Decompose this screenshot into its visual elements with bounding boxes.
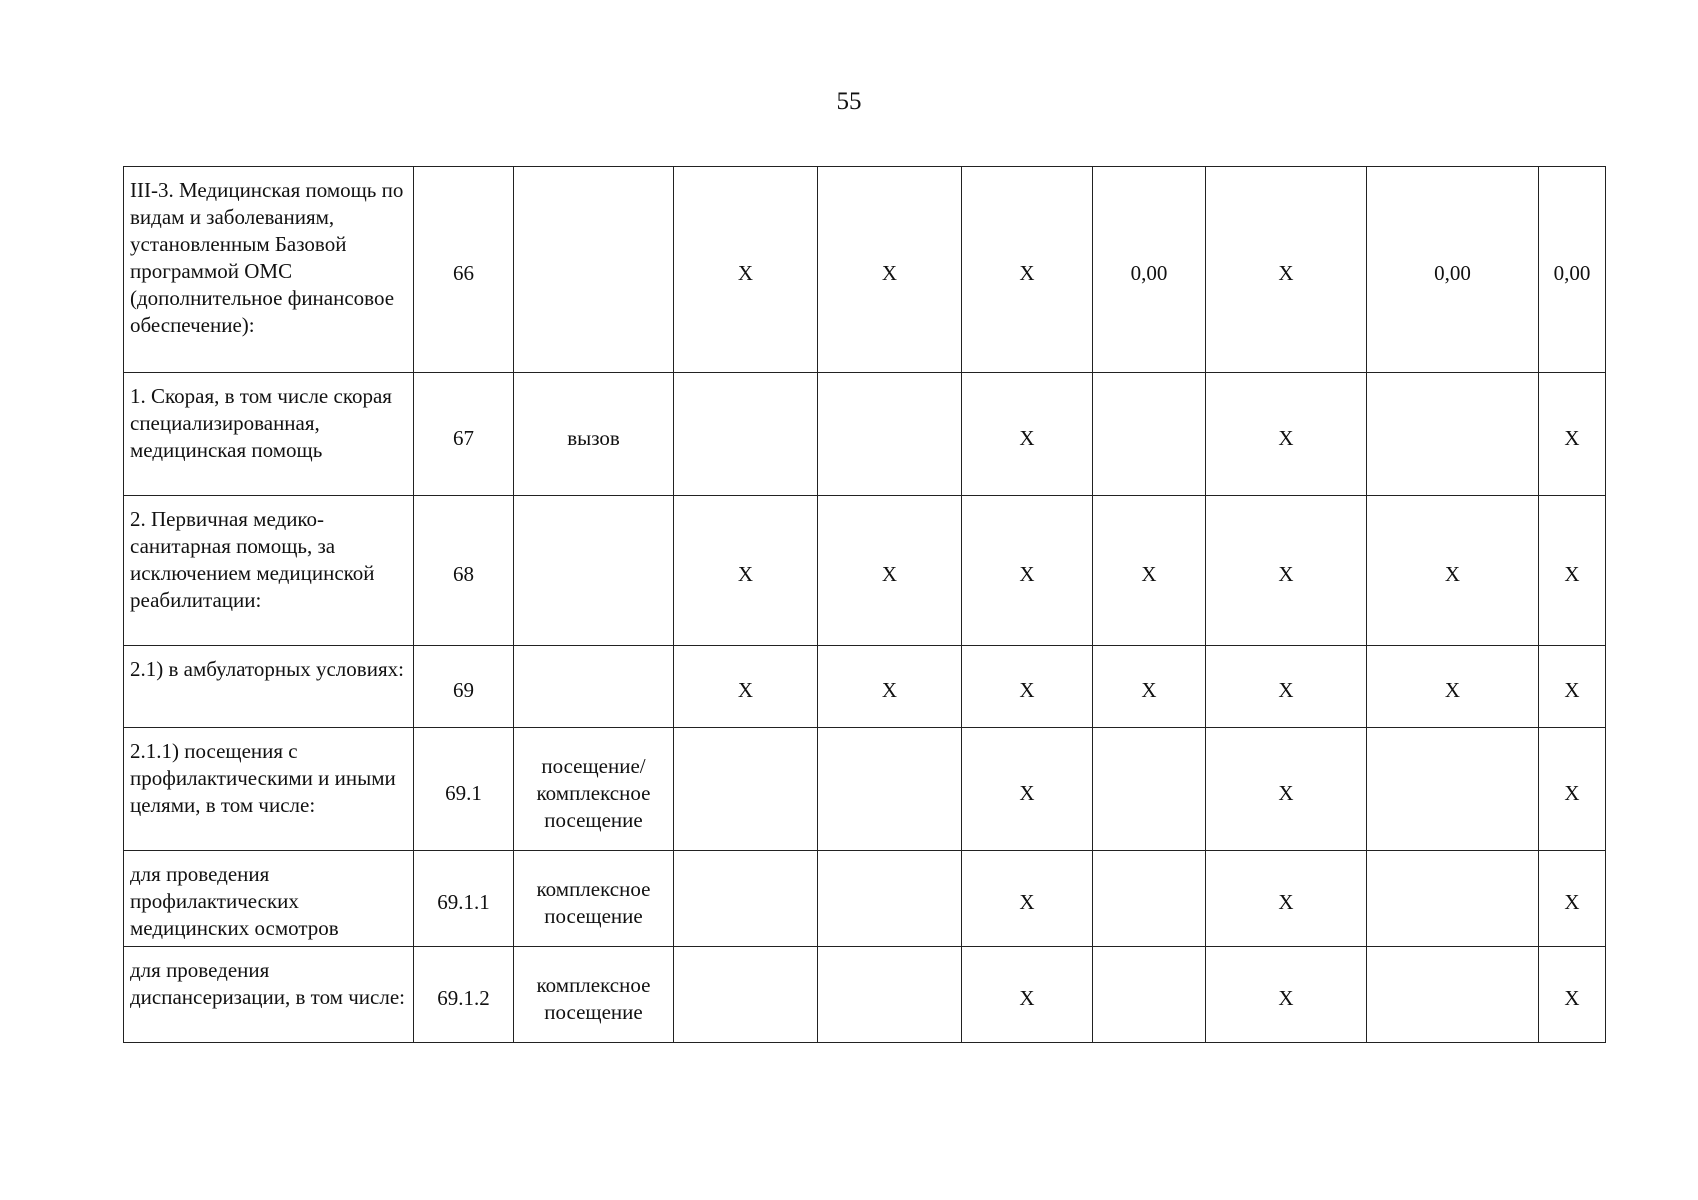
value-cell xyxy=(1093,373,1206,496)
value-cell: X xyxy=(818,496,962,646)
row-number: 67 xyxy=(414,373,514,496)
table-row xyxy=(124,167,1606,373)
unit-cell: комплексное посещение xyxy=(514,947,674,1043)
value-cell xyxy=(1367,373,1539,496)
value-cell: X xyxy=(962,646,1093,728)
value-cell: 0,00 xyxy=(1093,167,1206,373)
row-label: для проведения профилактических медицинских осмотров xyxy=(124,851,414,947)
value-cell xyxy=(674,947,818,1043)
value-cell: X xyxy=(1539,496,1606,646)
row-number: 69.1 xyxy=(414,728,514,851)
row-number: 68 xyxy=(414,496,514,646)
value-cell xyxy=(1367,728,1539,851)
value-cell: X xyxy=(674,496,818,646)
table-row xyxy=(124,728,1606,851)
value-cell: X xyxy=(1367,646,1539,728)
value-cell: X xyxy=(1367,496,1539,646)
value-cell: X xyxy=(1206,167,1367,373)
row-number: 69.1.2 xyxy=(414,947,514,1043)
value-cell: X xyxy=(818,646,962,728)
table-row xyxy=(124,496,1606,646)
value-cell: X xyxy=(962,728,1093,851)
value-cell xyxy=(674,851,818,947)
value-cell xyxy=(1367,947,1539,1043)
value-cell xyxy=(1367,851,1539,947)
value-cell: X xyxy=(1206,373,1367,496)
value-cell: X xyxy=(1539,851,1606,947)
value-cell: 0,00 xyxy=(1539,167,1606,373)
table-row xyxy=(124,373,1606,496)
value-cell xyxy=(674,728,818,851)
value-cell: X xyxy=(674,646,818,728)
unit-cell: комплексное посещение xyxy=(514,851,674,947)
value-cell: X xyxy=(1206,646,1367,728)
value-cell: X xyxy=(818,167,962,373)
value-cell: X xyxy=(962,167,1093,373)
value-cell: X xyxy=(962,947,1093,1043)
page-number: 55 xyxy=(836,88,862,115)
value-cell: X xyxy=(1206,728,1367,851)
table-row xyxy=(124,646,1606,728)
value-cell xyxy=(818,947,962,1043)
value-cell xyxy=(818,373,962,496)
row-label: III-3. Медицинская помощь по видам и заболеваниям, установленным Базовой программой ОМС (дополнительное финансовое обеспечение): xyxy=(124,167,414,373)
value-cell: X xyxy=(1539,373,1606,496)
value-cell: X xyxy=(962,851,1093,947)
value-cell xyxy=(1093,851,1206,947)
value-cell xyxy=(674,373,818,496)
row-label: для проведения диспансеризации, в том числе: xyxy=(124,947,414,1043)
row-number: 66 xyxy=(414,167,514,373)
unit-cell xyxy=(514,646,674,728)
value-cell: X xyxy=(1539,728,1606,851)
unit-cell xyxy=(514,496,674,646)
row-number: 69 xyxy=(414,646,514,728)
value-cell: X xyxy=(1093,496,1206,646)
row-number: 69.1.1 xyxy=(414,851,514,947)
row-label: 2. Первичная медико-санитарная помощь, за исключением медицинской реабилитации: xyxy=(124,496,414,646)
value-cell: X xyxy=(962,373,1093,496)
value-cell: X xyxy=(1539,947,1606,1043)
row-label: 2.1) в амбулаторных условиях: xyxy=(124,646,414,728)
value-cell: X xyxy=(674,167,818,373)
value-cell: X xyxy=(1206,496,1367,646)
value-cell xyxy=(1093,947,1206,1043)
unit-cell: вызов xyxy=(514,373,674,496)
value-cell: X xyxy=(1206,851,1367,947)
value-cell: X xyxy=(1539,646,1606,728)
value-cell: X xyxy=(1206,947,1367,1043)
table-row xyxy=(124,851,1606,947)
value-cell: 0,00 xyxy=(1367,167,1539,373)
unit-cell xyxy=(514,167,674,373)
value-cell xyxy=(818,728,962,851)
value-cell: X xyxy=(1093,646,1206,728)
value-cell xyxy=(1093,728,1206,851)
row-label: 2.1.1) посещения с профилактическими и иными целями, в том числе: xyxy=(124,728,414,851)
data-table xyxy=(123,166,1606,1043)
value-cell: X xyxy=(962,496,1093,646)
table-row xyxy=(124,947,1606,1043)
value-cell xyxy=(818,851,962,947)
row-label: 1. Скорая, в том числе скорая специализированная, медицинская помощь xyxy=(124,373,414,496)
unit-cell: посещение/ комплексное посещение xyxy=(514,728,674,851)
